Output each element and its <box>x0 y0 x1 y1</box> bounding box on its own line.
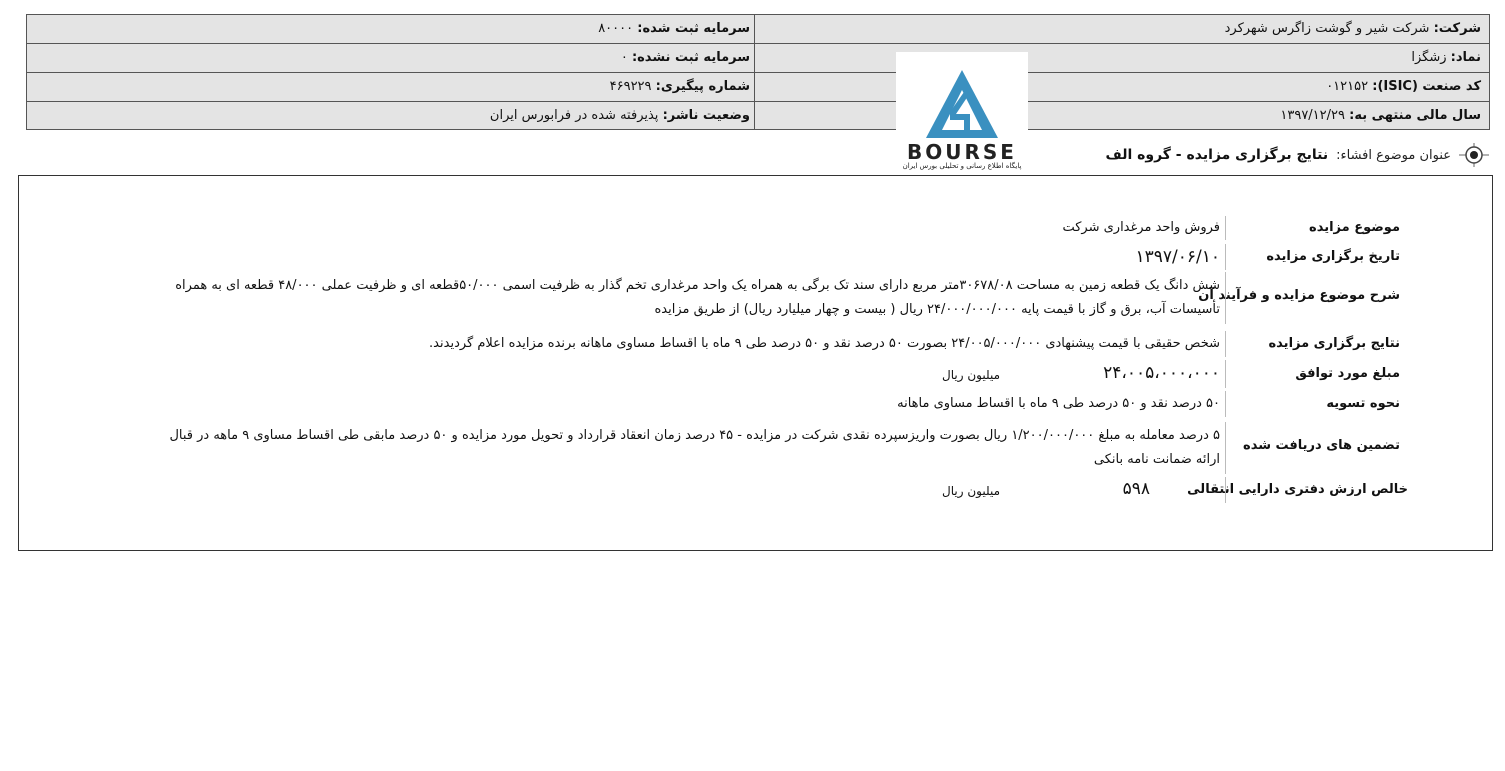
capital-unregistered-label: سرمایه ثبت نشده: <box>631 50 750 65</box>
info-row-isic <box>27 73 1489 102</box>
date-value: ۱۳۹۷/۰۶/۱۰ <box>1135 247 1220 267</box>
detail-row-date <box>200 244 1400 270</box>
tracking-value: ۴۶۹۲۲۹ <box>609 79 652 94</box>
symbol-label: نماد: <box>1450 50 1481 65</box>
fiscal-value: ۱۳۹۷/۱۲/۲۹ <box>1280 108 1345 123</box>
isic-cell <box>781 73 1481 101</box>
logo-subtitle: پایگاه اطلاع رسانی و تحلیلی بورس ایران <box>902 162 1022 170</box>
guarantees-label: تضمین های دریافت شده <box>1243 438 1400 453</box>
row-divider <box>1225 360 1226 388</box>
isic-label: کد صنعت (ISIC): <box>1372 79 1481 94</box>
capital-unregistered-value: ۰ <box>620 50 628 65</box>
row-divider <box>1225 477 1226 503</box>
net-book-value-unit: میلیون ریال <box>942 484 1000 498</box>
row-divider <box>1225 422 1226 474</box>
capital-unregistered-cell <box>27 44 755 72</box>
publisher-status-label: وضعیت ناشر: <box>662 108 750 123</box>
company-cell <box>781 15 1481 43</box>
capital-registered-value: ۸۰۰۰۰ <box>598 21 634 36</box>
bourse-logo-icon <box>896 52 1028 144</box>
tracking-cell <box>27 73 755 101</box>
symbol-cell <box>781 44 1481 72</box>
results-value: شخص حقیقی با قیمت پیشنهادی ۲۴/۰۰۵/۰۰۰/۰۰۰ بصورت ۵۰ درصد نقد و ۵۰ درصد طی ۹ ماه با اقساط مساوی ماهانه برنده مزایده اعلام گردیدند. <box>429 336 1220 351</box>
row-divider <box>1225 216 1226 240</box>
net-book-value: ۵۹۸ <box>1122 479 1150 499</box>
topic-label: موضوع مزایده <box>1309 220 1400 235</box>
info-row-symbol <box>27 44 1489 73</box>
detail-row-amount <box>200 360 1400 388</box>
capital-registered-cell <box>27 15 755 43</box>
detail-row-topic <box>200 216 1400 240</box>
detail-row-net-book-value <box>200 477 1408 503</box>
symbol-value: زشگزا <box>1411 50 1447 65</box>
info-row-fiscal <box>27 102 1489 131</box>
company-info-table <box>26 14 1490 130</box>
row-divider <box>1225 244 1226 270</box>
settlement-value: ۵۰ درصد نقد و ۵۰ درصد طی ۹ ماه با اقساط مساوی ماهانه <box>897 396 1220 411</box>
disclosure-subject <box>1106 143 1489 167</box>
tracking-label: شماره پیگیری: <box>655 79 750 94</box>
company-label: شرکت: <box>1433 21 1481 36</box>
detail-row-settlement <box>200 391 1400 417</box>
capital-registered-label: سرمایه ثبت شده: <box>637 21 750 36</box>
net-book-value-label: خالص ارزش دفتری دارایی انتقالی <box>1187 482 1408 497</box>
target-bullet-icon <box>1459 143 1489 167</box>
amount-label: مبلغ مورد توافق <box>1295 366 1400 381</box>
isic-value: ۰۱۲۱۵۲ <box>1326 79 1369 94</box>
fiscal-cell <box>781 102 1481 130</box>
settlement-label: نحوه تسویه <box>1326 396 1400 411</box>
detail-row-guarantees <box>130 422 1400 474</box>
subject-title: نتایج برگزاری مزایده - گروه الف <box>1105 147 1329 163</box>
amount-unit: میلیون ریال <box>942 368 1000 382</box>
description-value: شش دانگ یک قطعه زمین به مساحت ۳۰۶۷۸/۰۸متر مربع دارای سند تک برگی به همراه یک واحد مرغداری تخم گذار به ظرفیت اسمی ۵۰/۰۰۰قطعه ای و ظرفیت عملی ۴۸/۰۰۰ قطعه ای به همراه تأسیسات آب، برق و گاز با قیمت پایه ۲۴/۰۰۰/۰۰۰/۰۰۰ ریال ( بیست و چهار میلیارد ریال) از طریق مزایده <box>175 278 1220 317</box>
results-label: نتایج برگزاری مزایده <box>1268 336 1400 351</box>
amount-value: ۲۴،۰۰۵،۰۰۰،۰۰۰ <box>1103 363 1220 383</box>
fiscal-label: سال مالی منتهی به: <box>1349 108 1481 123</box>
bourse-logo <box>896 52 1028 174</box>
logo-wordmark: BOURSE <box>907 140 1017 164</box>
info-row-company <box>27 15 1489 44</box>
company-value: شرکت شیر و گوشت زاگرس شهرکرد <box>1224 21 1430 36</box>
description-label: شرح موضوع مزایده و فرآیند آن <box>1198 288 1400 303</box>
row-divider <box>1225 391 1226 417</box>
guarantees-value: ۵ درصد معامله به مبلغ ۱/۲۰۰/۰۰۰/۰۰۰ ریال بصورت واریزسپرده نقدی شرکت در مزایده - ۴۵ درصد زمان انعقاد قرارداد و تحویل مورد مزایده و ۵۰ درصد مابقی طی اقساط مساوی ۹ ماهه در قبال ارائه ضمانت نامه بانکی <box>169 428 1220 467</box>
publisher-status-value: پذیرفته شده در فرابورس ایران <box>489 108 659 123</box>
date-label: تاریخ برگزاری مزایده <box>1266 249 1400 264</box>
subject-label: عنوان موضوع افشاء: <box>1336 147 1451 163</box>
detail-row-results <box>200 331 1400 357</box>
auction-details-box <box>18 175 1493 551</box>
detail-row-description <box>130 272 1400 324</box>
row-divider <box>1225 272 1226 324</box>
publisher-status-cell <box>27 102 755 130</box>
topic-value: فروش واحد مرغداری شرکت <box>1062 220 1220 235</box>
row-divider <box>1225 331 1226 357</box>
